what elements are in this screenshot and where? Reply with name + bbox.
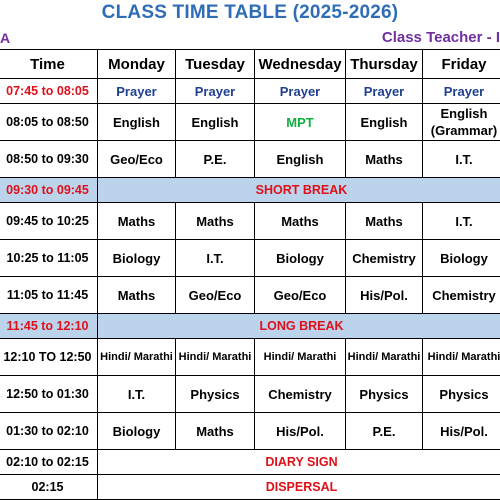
dispersal-label: DISPERSAL bbox=[98, 475, 500, 500]
subject-cell: I.T. bbox=[423, 141, 500, 178]
break-row bbox=[0, 178, 500, 203]
subject-cell: Geo/Eco bbox=[176, 277, 255, 314]
time-cell: 07:45 to 08:05 bbox=[0, 79, 98, 104]
subject-cell: I.T. bbox=[176, 240, 255, 277]
subject-cell: Hindi/ Marathi bbox=[176, 339, 255, 376]
table-row bbox=[0, 277, 500, 314]
break-row bbox=[0, 314, 500, 339]
time-cell: 02:10 to 02:15 bbox=[0, 450, 98, 475]
time-cell: 11:45 to 12:10 bbox=[0, 314, 98, 339]
subject-cell: Prayer bbox=[423, 79, 500, 104]
time-cell: 12:50 to 01:30 bbox=[0, 376, 98, 413]
subject-cell: Maths bbox=[255, 203, 346, 240]
subject-cell: Biology bbox=[423, 240, 500, 277]
subject-cell: Maths bbox=[98, 277, 176, 314]
subject-cell: Hindi/ Marathi bbox=[98, 339, 176, 376]
time-cell: 09:30 to 09:45 bbox=[0, 178, 98, 203]
time-cell: 12:10 TO 12:50 bbox=[0, 339, 98, 376]
page-title: CLASS TIME TABLE (2025-2026) bbox=[101, 2, 399, 23]
diary-sign-label: DIARY SIGN bbox=[98, 450, 500, 475]
diary-sign-row bbox=[0, 450, 500, 475]
subject-cell: MPT bbox=[255, 104, 346, 141]
time-cell: 08:50 to 09:30 bbox=[0, 141, 98, 178]
subject-cell: Biology bbox=[98, 240, 176, 277]
subject-cell: Geo/Eco bbox=[98, 141, 176, 178]
table-row bbox=[0, 240, 500, 277]
table-row bbox=[0, 104, 500, 141]
dispersal-row bbox=[0, 475, 500, 500]
subject-cell: Maths bbox=[176, 413, 255, 450]
subject-cell: His/Pol. bbox=[346, 277, 423, 314]
time-cell: 08:05 to 08:50 bbox=[0, 104, 98, 141]
subject-cell: P.E. bbox=[346, 413, 423, 450]
subject-cell: Hindi/ Marathi bbox=[255, 339, 346, 376]
time-cell: 11:05 to 11:45 bbox=[0, 277, 98, 314]
subject-cell: Prayer bbox=[346, 79, 423, 104]
table-row bbox=[0, 413, 500, 450]
col-header-wednesday: Wednesday bbox=[255, 50, 346, 79]
subject-cell: Prayer bbox=[98, 79, 176, 104]
col-header-thursday: Thursday bbox=[346, 50, 423, 79]
subject-cell: Chemistry bbox=[346, 240, 423, 277]
table-row bbox=[0, 79, 500, 104]
class-teacher-label: Class Teacher - I bbox=[381, 29, 500, 46]
subject-cell: Physics bbox=[423, 376, 500, 413]
subject-cell: His/Pol. bbox=[255, 413, 346, 450]
col-header-tuesday: Tuesday bbox=[176, 50, 255, 79]
subject-cell: Geo/Eco bbox=[255, 277, 346, 314]
subject-cell: Hindi/ Marathi bbox=[346, 339, 423, 376]
table-row bbox=[0, 141, 500, 178]
time-cell: 10:25 to 11:05 bbox=[0, 240, 98, 277]
subject-cell: P.E. bbox=[176, 141, 255, 178]
col-header-monday: Monday bbox=[98, 50, 176, 79]
col-header-friday: Friday bbox=[423, 50, 500, 79]
short-break-label: SHORT BREAK bbox=[98, 178, 500, 203]
subject-cell: English (Grammar) bbox=[423, 104, 500, 141]
subject-cell: I.T. bbox=[98, 376, 176, 413]
subject-cell: Maths bbox=[176, 203, 255, 240]
subject-cell: English bbox=[98, 104, 176, 141]
subject-cell: Chemistry bbox=[255, 376, 346, 413]
subject-cell: Physics bbox=[176, 376, 255, 413]
subject-cell: Biology bbox=[255, 240, 346, 277]
long-break-label: LONG BREAK bbox=[98, 314, 500, 339]
subject-cell: I.T. bbox=[423, 203, 500, 240]
subject-cell: Maths bbox=[346, 141, 423, 178]
table-row bbox=[0, 376, 500, 413]
subject-cell: Prayer bbox=[176, 79, 255, 104]
time-cell: 02:15 bbox=[0, 475, 98, 500]
subject-cell: English bbox=[176, 104, 255, 141]
timetable bbox=[0, 49, 500, 500]
subject-cell: Chemistry bbox=[423, 277, 500, 314]
time-cell: 09:45 to 10:25 bbox=[0, 203, 98, 240]
subject-cell: Physics bbox=[346, 376, 423, 413]
header-row bbox=[0, 50, 500, 79]
subject-cell: Prayer bbox=[255, 79, 346, 104]
subject-cell: English bbox=[346, 104, 423, 141]
subject-cell: Hindi/ Marathi bbox=[423, 339, 500, 376]
col-header-time: Time bbox=[0, 50, 98, 79]
table-row bbox=[0, 339, 500, 376]
time-cell: 01:30 to 02:10 bbox=[0, 413, 98, 450]
class-name-fragment: A bbox=[0, 30, 11, 46]
subject-cell: English bbox=[255, 141, 346, 178]
subject-cell: Biology bbox=[98, 413, 176, 450]
subject-cell: His/Pol. bbox=[423, 413, 500, 450]
subject-cell: Maths bbox=[346, 203, 423, 240]
subject-cell: Maths bbox=[98, 203, 176, 240]
table-row bbox=[0, 203, 500, 240]
